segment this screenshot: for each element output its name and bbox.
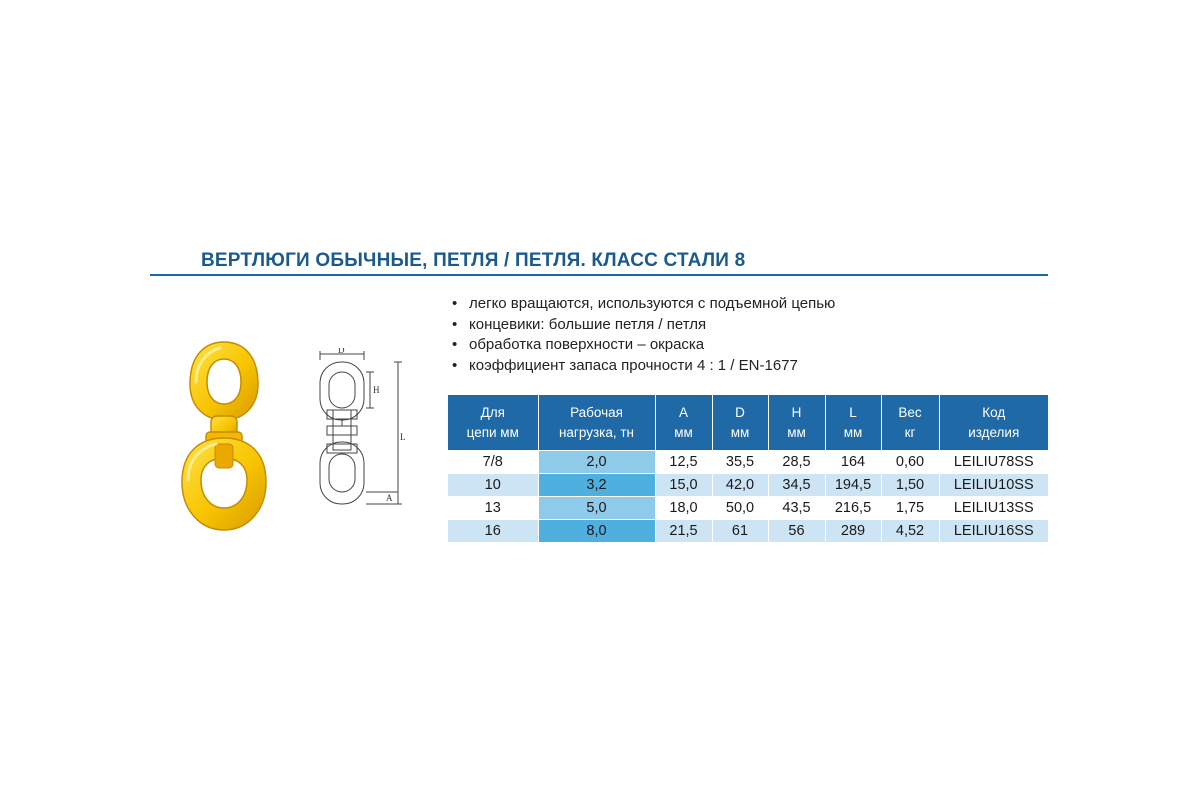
cell-d: 35,5 (712, 451, 768, 474)
cell-d: 61 (712, 520, 768, 543)
cell-weight: 1,50 (881, 474, 939, 497)
cell-chain: 13 (448, 497, 538, 520)
cell-chain: 10 (448, 474, 538, 497)
table-row (448, 520, 1048, 543)
column-header-chain: Для цепи мм (448, 395, 538, 451)
cell-chain: 16 (448, 520, 538, 543)
cell-a: 18,0 (655, 497, 712, 520)
feature-item: • легко вращаются, используются с подъемной цепью (452, 294, 835, 315)
spec-table (448, 395, 1048, 542)
cell-weight: 4,52 (881, 520, 939, 543)
cell-d: 50,0 (712, 497, 768, 520)
page-title: ВЕРТЛЮГИ ОБЫЧНЫЕ, ПЕТЛЯ / ПЕТЛЯ. КЛАСС СТАЛИ 8 (201, 250, 746, 271)
cell-l: 289 (825, 520, 881, 543)
feature-item: • коэффициент запаса прочности 4 : 1 / EN-1677 (452, 356, 835, 377)
column-header-load: Рабочая нагрузка, тн (538, 395, 655, 451)
dimension-label-d: D (338, 348, 345, 355)
column-header-d: D мм (712, 395, 768, 451)
cell-h: 34,5 (768, 474, 825, 497)
table-row (448, 474, 1048, 497)
swivel-dimension-drawing (300, 348, 412, 520)
feature-item: • концевики: большие петля / петля (452, 315, 835, 336)
column-header-l: L мм (825, 395, 881, 451)
feature-item: • обработка поверхности – окраска (452, 335, 835, 356)
cell-chain: 7/8 (448, 451, 538, 474)
column-header-h: H мм (768, 395, 825, 451)
swivel-product-photo (150, 332, 300, 537)
cell-l: 194,5 (825, 474, 881, 497)
title-divider (150, 274, 1048, 276)
column-header-code: Код изделия (939, 395, 1048, 451)
cell-load: 2,0 (538, 451, 655, 474)
cell-weight: 1,75 (881, 497, 939, 520)
cell-l: 164 (825, 451, 881, 474)
cell-load: 3,2 (538, 474, 655, 497)
cell-h: 28,5 (768, 451, 825, 474)
dimension-label-h: H (373, 385, 380, 395)
cell-h: 56 (768, 520, 825, 543)
column-header-a: A мм (655, 395, 712, 451)
column-header-weight: Вес кг (881, 395, 939, 451)
cell-code: LEILIU13SS (939, 497, 1048, 520)
table-header-row (448, 395, 1048, 451)
cell-h: 43,5 (768, 497, 825, 520)
feature-list (452, 294, 835, 376)
table-row (448, 497, 1048, 520)
cell-code: LEILIU16SS (939, 520, 1048, 543)
cell-l: 216,5 (825, 497, 881, 520)
cell-weight: 0,60 (881, 451, 939, 474)
cell-code: LEILIU10SS (939, 474, 1048, 497)
cell-a: 15,0 (655, 474, 712, 497)
dimension-label-a: A (386, 493, 393, 503)
cell-a: 12,5 (655, 451, 712, 474)
cell-a: 21,5 (655, 520, 712, 543)
table-row (448, 451, 1048, 474)
cell-d: 42,0 (712, 474, 768, 497)
cell-code: LEILIU78SS (939, 451, 1048, 474)
dimension-label-l: L (400, 432, 406, 442)
cell-load: 8,0 (538, 520, 655, 543)
cell-load: 5,0 (538, 497, 655, 520)
